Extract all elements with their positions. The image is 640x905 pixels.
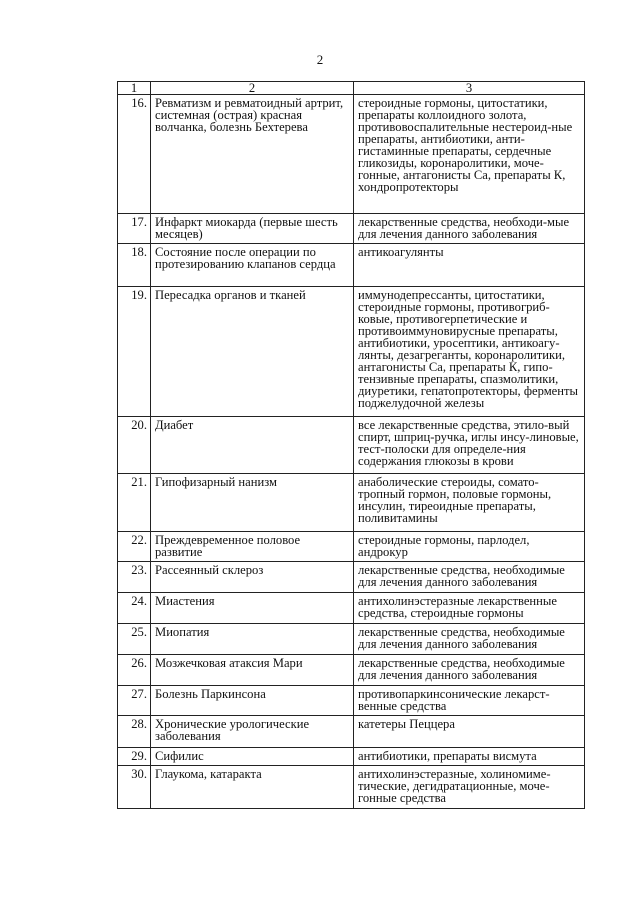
row-number: 20. — [118, 417, 151, 474]
table-row — [118, 766, 585, 809]
drugs-cell: все лекарственные средства, этило-вый спирт, шприц-ручка, иглы инсу-линовые, тест-полоски для определе-ния содержания глюкозы в крови — [354, 417, 585, 474]
disease-cell: Болезнь Паркинсона — [151, 686, 354, 716]
disease-cell: Состояние после операции по протезированию клапанов сердца — [151, 244, 354, 287]
table-row — [118, 474, 585, 532]
row-number: 23. — [118, 562, 151, 593]
drugs-cell: стероидные гормоны, цитостатики, препараты коллоидного золота, противовоспалительные нестероид-ные препараты, антибиотики, анти-гистаминные препараты, сердечные гликозиды, коронаролитики, моче-гонные, антагонисты Са, препараты К, хондропротекторы — [354, 95, 585, 214]
drugs-cell: лекарственные средства, необходимые для лечения данного заболевания — [354, 562, 585, 593]
row-number: 25. — [118, 624, 151, 655]
row-number: 21. — [118, 474, 151, 532]
disease-cell: Миопатия — [151, 624, 354, 655]
table-row — [118, 532, 585, 562]
table-header-row — [118, 82, 585, 95]
medication-table — [117, 81, 585, 809]
drugs-cell: иммунодепрессанты, цитостатики, стероидные гормоны, противогриб-ковые, противогерпетические и противоиммуновирусные препараты, антибиотики, уросептики, антикоагу-лянты, дезагреганты, коронаролитики, антагонисты Са, препараты К, гипо-тензивные препараты, спазмолитики, диуретики, гепатопротекторы, ферменты поджелудочной железы — [354, 287, 585, 417]
row-number: 24. — [118, 593, 151, 624]
drugs-cell: антихолинэстеразные, холиномиме-тические, дегидратационные, моче-гонные средства — [354, 766, 585, 809]
drugs-cell: анаболические стероиды, сомато-тропный гормон, половые гормоны, инсулин, тиреоидные препараты, поливитамины — [354, 474, 585, 532]
row-number: 18. — [118, 244, 151, 287]
row-number: 26. — [118, 655, 151, 686]
disease-cell: Хронические урологические заболевания — [151, 716, 354, 748]
column-header-3: 3 — [354, 82, 585, 95]
disease-cell: Диабет — [151, 417, 354, 474]
table-row — [118, 593, 585, 624]
row-number: 22. — [118, 532, 151, 562]
disease-cell: Ревматизм и ревматоидный артрит, системная (острая) красная волчанка, болезнь Бехтерева — [151, 95, 354, 214]
table-row — [118, 244, 585, 287]
column-header-2: 2 — [151, 82, 354, 95]
disease-cell: Миастения — [151, 593, 354, 624]
drugs-cell: катетеры Пеццера — [354, 716, 585, 748]
table-row — [118, 287, 585, 417]
table-row — [118, 562, 585, 593]
drugs-cell: лекарственные средства, необходи-мые для лечения данного заболевания — [354, 214, 585, 244]
table-row — [118, 214, 585, 244]
row-number: 17. — [118, 214, 151, 244]
drugs-cell: лекарственные средства, необходимые для лечения данного заболевания — [354, 624, 585, 655]
drugs-cell: антикоагулянты — [354, 244, 585, 287]
disease-cell: Инфаркт миокарда (первые шесть месяцев) — [151, 214, 354, 244]
table-row — [118, 655, 585, 686]
disease-cell: Мозжечковая атаксия Мари — [151, 655, 354, 686]
row-number: 30. — [118, 766, 151, 809]
drugs-cell: антихолинэстеразные лекарственные средства, стероидные гормоны — [354, 593, 585, 624]
disease-cell: Гипофизарный нанизм — [151, 474, 354, 532]
row-number: 27. — [118, 686, 151, 716]
row-number: 28. — [118, 716, 151, 748]
disease-cell: Пересадка органов и тканей — [151, 287, 354, 417]
table-row — [118, 748, 585, 766]
table-row — [118, 686, 585, 716]
table-row — [118, 95, 585, 214]
disease-cell: Преждевременное половое развитие — [151, 532, 354, 562]
disease-cell: Глаукома, катаракта — [151, 766, 354, 809]
page-number: 2 — [316, 52, 324, 67]
table-row — [118, 716, 585, 748]
table-row — [118, 417, 585, 474]
disease-cell: Рассеянный склероз — [151, 562, 354, 593]
row-number: 29. — [118, 748, 151, 766]
drugs-cell: антибиотики, препараты висмута — [354, 748, 585, 766]
row-number: 19. — [118, 287, 151, 417]
disease-cell: Сифилис — [151, 748, 354, 766]
drugs-cell: противопаркинсонические лекарст-венные средства — [354, 686, 585, 716]
column-header-1: 1 — [118, 82, 151, 95]
row-number: 16. — [118, 95, 151, 214]
table-row — [118, 624, 585, 655]
drugs-cell: лекарственные средства, необходимые для лечения данного заболевания — [354, 655, 585, 686]
drugs-cell: стероидные гормоны, парлодел, андрокур — [354, 532, 585, 562]
